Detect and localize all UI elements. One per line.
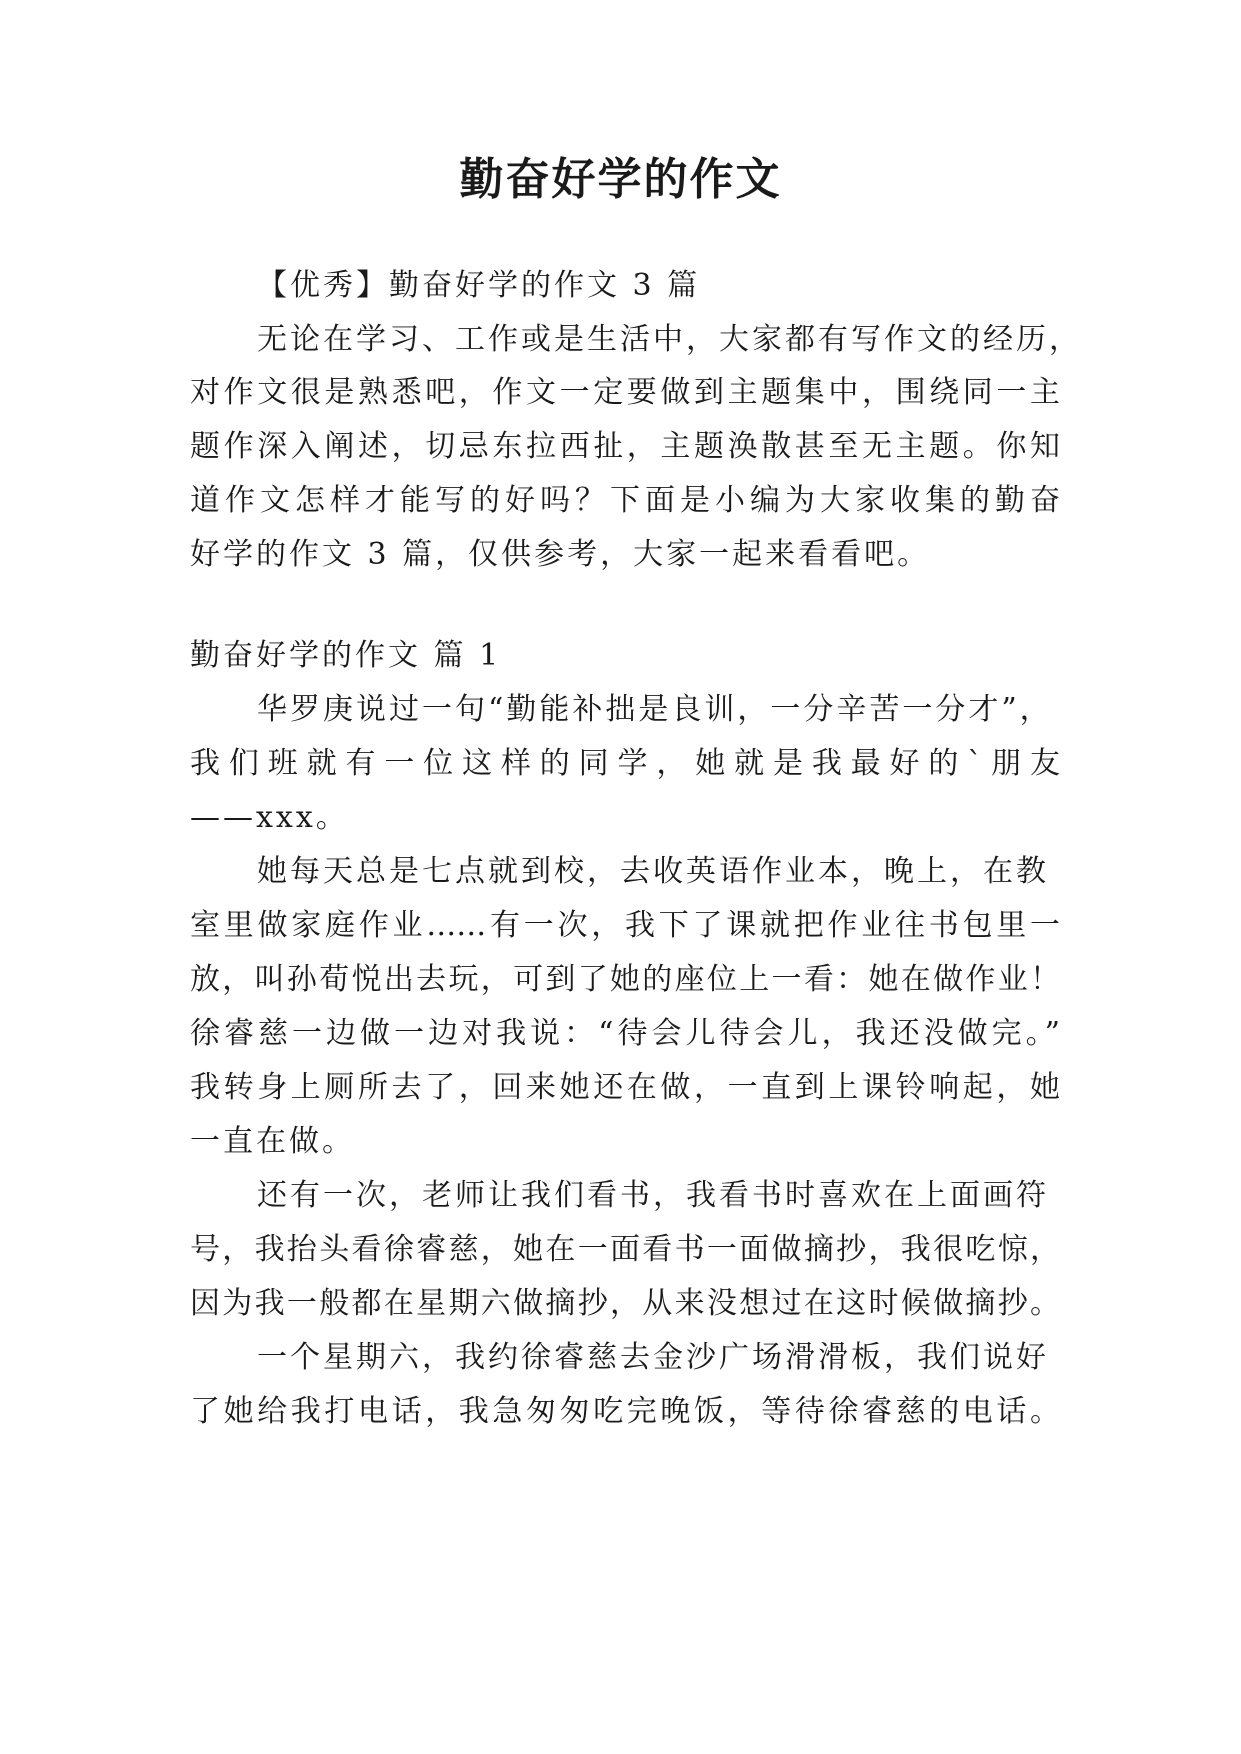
body-line: 华罗庚说过一句“勤能补拙是良训，一分辛苦一分才”， [257,692,1053,727]
section-heading: 勤奋好学的作文 篇 1 [190,638,502,673]
body-line: 一个星期六，我约徐睿慈去金沙广场滑滑板，我们说好 [257,1340,1049,1375]
body-line: 号，我抬头看徐睿慈，她在一面看书一面做摘抄，我很吃惊， [190,1232,1060,1267]
body-line: ——xxx。 [190,800,349,835]
body-line: 室里做家庭作业……有一次，我下了课就把作业往书包里一 [190,908,1060,943]
intro-line: 无论在学习、工作或是生活中，大家都有写作文的经历， [257,322,1082,357]
body-line: 因为我一般都在星期六做摘抄，从来没想过在这时候做摘抄。 [190,1286,1060,1321]
intro-line: 好学的作文 3 篇，仅供参考，大家一起来看看吧。 [190,537,931,572]
body-line: 徐睿慈一边做一边对我说：“待会儿待会儿，我还没做完。” [190,1016,1060,1051]
intro-line: 道作文怎样才能写的好吗？下面是小编为大家收集的勤奋 [190,483,1060,518]
intro-line: 对作文很是熟悉吧，作文一定要做到主题集中，围绕同一主 [190,375,1060,410]
body-line: 还有一次，老师让我们看书，我看书时喜欢在上面画符 [257,1178,1049,1213]
document-title: 勤奋好学的作文 [459,154,782,205]
body-line: 了她给我打电话，我急匆匆吃完晚饭，等待徐睿慈的电话。 [190,1394,1060,1429]
document-subtitle: 【优秀】勤奋好学的作文 3 篇 [257,268,701,303]
body-line: 她每天总是七点就到校，去收英语作业本，晚上，在教 [257,854,1049,889]
body-line: 我们班就有一位这样的同学，她就是我最好的`朋友 [190,746,1060,781]
body-line: 我转身上厕所去了，回来她还在做，一直到上课铃响起，她 [190,1070,1060,1105]
body-line: 放，叫孙荀悦出去玩，可到了她的座位上一看：她在做作业！ [190,962,1060,997]
body-line: 一直在做。 [190,1124,355,1159]
intro-line: 题作深入阐述，切忌东拉西扯，主题涣散甚至无主题。你知 [190,429,1060,464]
